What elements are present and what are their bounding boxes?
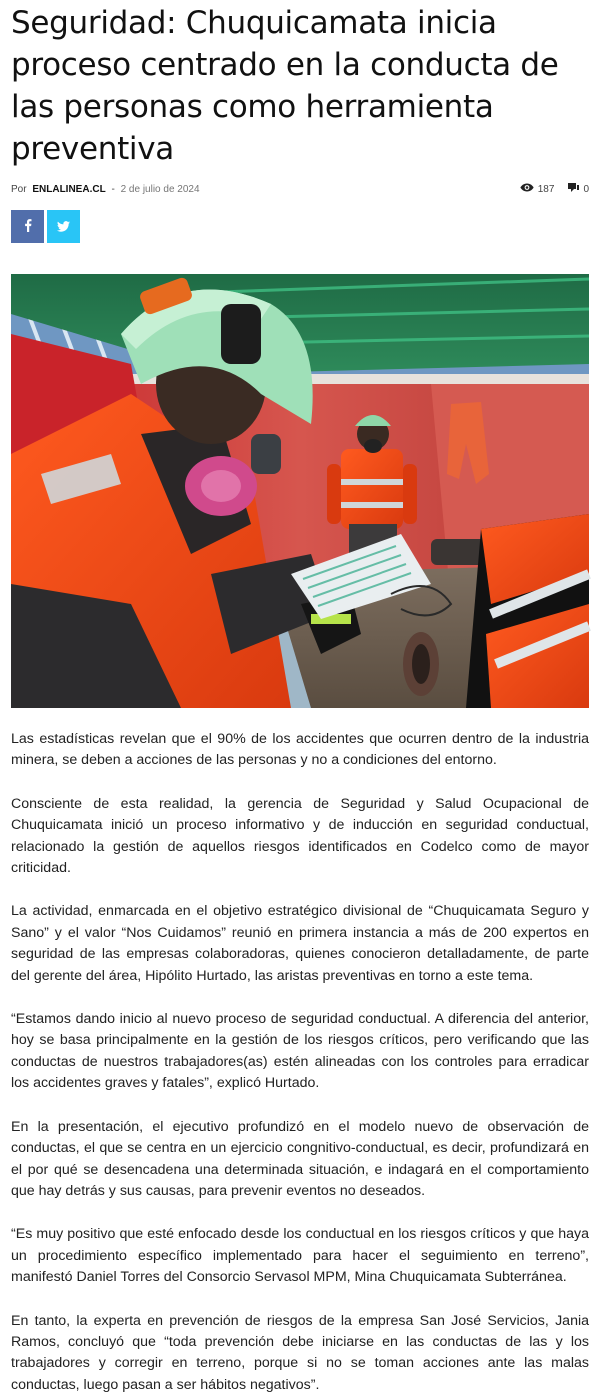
article-paragraph: En la presentación, el ejecutivo profundizó en el modelo nuevo de observación de conductas, el que se centra en un ejercicio congnitivo-conductual, es decir, profundizará en el por qué se desencadena una determinada situación, e indagará en el comportamiento que hay detrás y sus causas, para prevenir eventos no deseados.	[11, 1118, 589, 1199]
article-title: Seguridad: Chuquicamata inicia proceso centrado en la conducta de las personas como herramienta preventiva	[11, 5, 559, 167]
byline-separator: -	[111, 183, 115, 195]
views-value: 187	[537, 183, 555, 195]
article-paragraph: “Estamos dando inicio al nuevo proceso de seguridad conductual. A diferencia del anterior, hoy se basa principalmente en la gestión de los riesgos críticos, pero verificando que las conductas de nuestros trabajadores(as) estén alineadas con los controles para erradicar los accidentes graves y fatales”, explicó Hurtado.	[11, 1011, 589, 1092]
comments-count[interactable]	[568, 183, 589, 195]
article-paragraph: La actividad, enmarcada en el objetivo estratégico divisional de “Chuquicamata Seguro y Sano” y el valor “Nos Cuidamos” reunió en primera instancia a más de 200 expertos en seguridad de las empresas colaboradoras, quienes conocieron detalladamente, de parte del gerente del área, Hipólito Hurtado, las aristas preventivas en torno a este tema.	[11, 903, 589, 984]
comment-icon	[568, 183, 579, 195]
publish-date: 2 de julio de 2024	[120, 183, 200, 195]
article-paragraph: “Es muy positivo que esté enfocado desde los conductual en los riesgos críticos y que haya un procedimiento específico implementado para hacer el seguimiento en terreno”, manifestó Daniel Torres del Consorcio Servasol MPM, Mina Chuquicamata Subterránea.	[11, 1226, 589, 1286]
twitter-icon	[57, 217, 70, 236]
comments-value: 0	[583, 183, 589, 195]
article-hero-image	[11, 274, 589, 708]
byline	[11, 184, 203, 195]
article-meta	[11, 180, 589, 198]
article-paragraph: En tanto, la experta en prevención de riesgos de la empresa San José Servicios, Jania Ramos, concluyó que “toda prevención debe iniciarse en las conductas de las y los trabajadores y corregir en terreno, porque si no se toman acciones ante las malas conductas, luego pasan a ser hábitos negativos”.	[11, 1312, 589, 1393]
facebook-icon	[24, 217, 32, 236]
facebook-share-button[interactable]	[11, 210, 44, 243]
eye-icon	[520, 183, 534, 195]
by-label: Por	[11, 183, 27, 195]
share-buttons	[11, 210, 589, 243]
article-paragraph: Consciente de esta realidad, la gerencia de Seguridad y Salud Ocupacional de Chuquicamata inició un proceso informativo y de inducción en seguridad conductual, relacionado la gestión de aquellos riesgos identificados en Codelco como de mayor criticidad.	[11, 795, 589, 877]
twitter-share-button[interactable]	[47, 210, 80, 243]
article-body	[11, 729, 589, 1396]
article-stats	[520, 183, 589, 195]
author-link[interactable]: ENLALINEA.CL	[32, 183, 106, 195]
views-count	[520, 183, 555, 195]
article-paragraph: Las estadísticas revelan que el 90% de los accidentes que ocurren dentro de la industria minera, se deben a acciones de las personas y no a condiciones del entorno.	[11, 731, 589, 769]
